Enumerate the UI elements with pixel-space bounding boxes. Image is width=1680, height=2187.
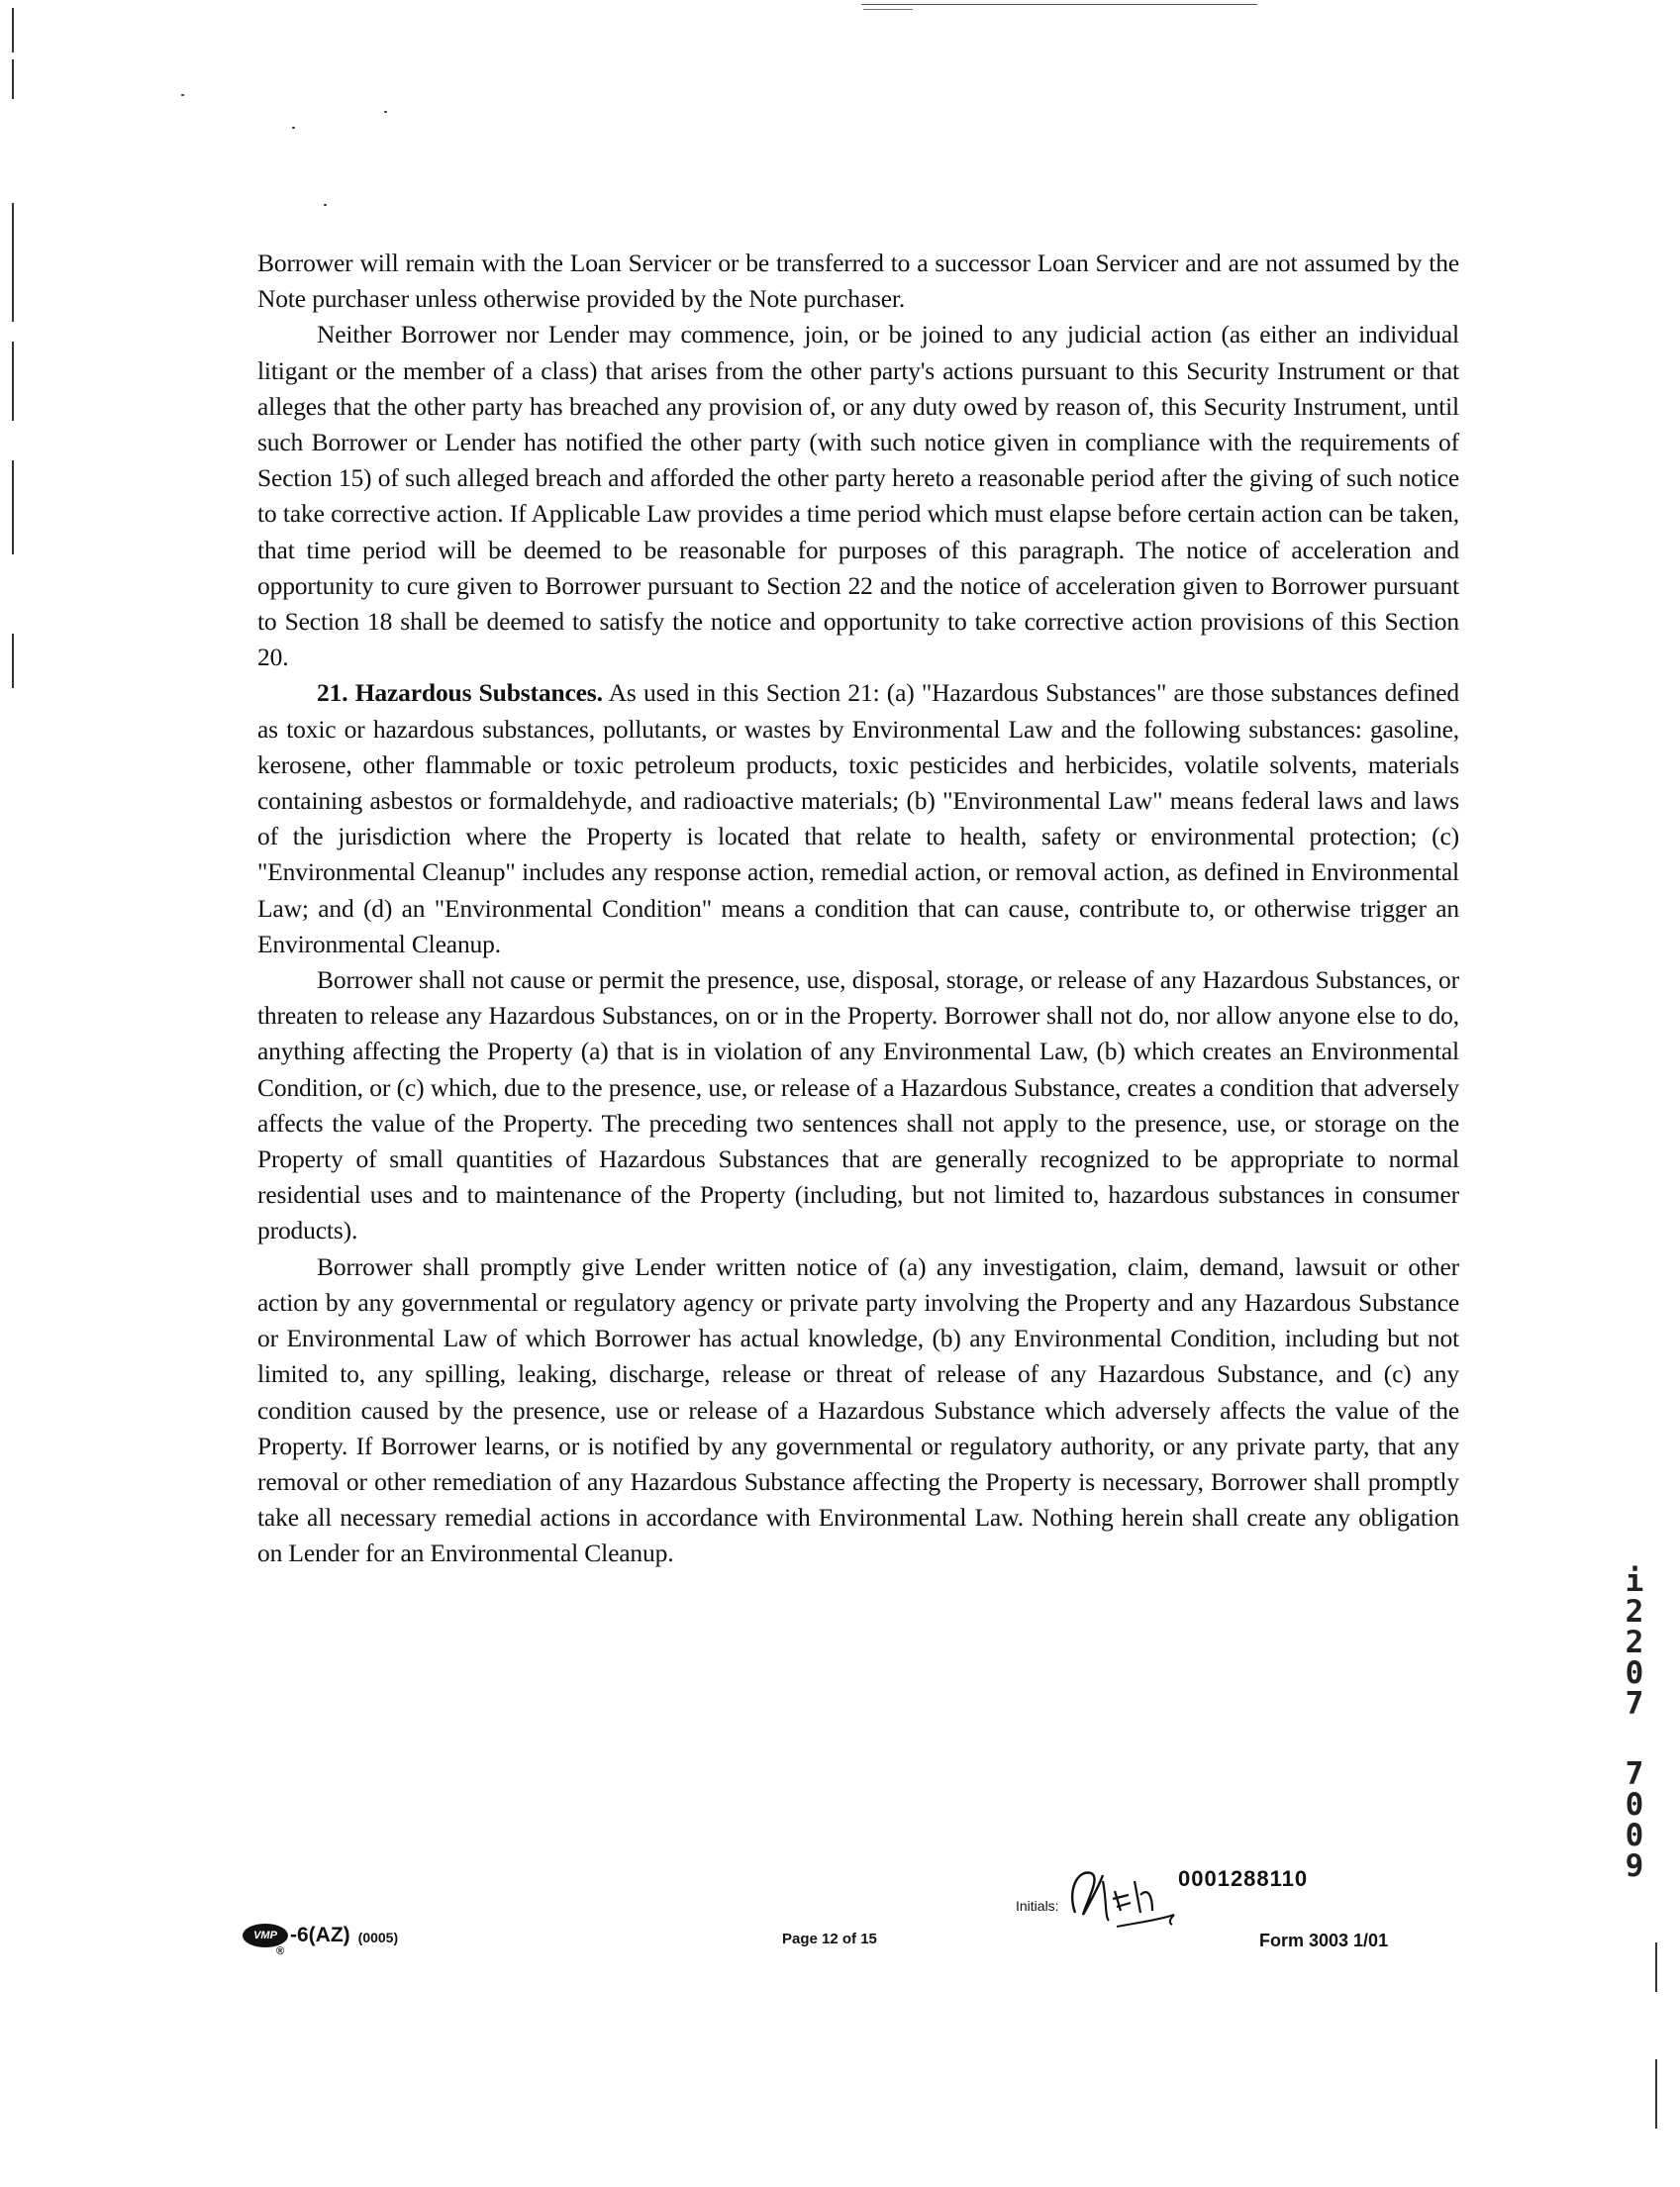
scan-edge-mark (12, 634, 14, 688)
stamp-char: 9 (1625, 1848, 1644, 1884)
scan-speck (292, 127, 295, 129)
recording-stamp (1620, 1563, 1649, 1884)
scan-speck (181, 94, 184, 96)
initials-signature-icon (1057, 1851, 1196, 1931)
logo-text: VMP (253, 1930, 277, 1941)
form-code-sub: (0005) (357, 1930, 399, 1945)
stamp-char: 0 (1625, 1787, 1644, 1823)
section-number: 21. (317, 678, 348, 708)
scan-edge-mark (12, 8, 14, 52)
section-21-text: As used in this Section 21: (a) "Hazardous Substances" are those substances defined as toxic or hazardous substances, pollutants, or wastes by Environmental Law and the following substances: gasoline, kerosene, other flammable or toxic petroleum products, toxic pesticides and herbicides, volatile solvents, materials containing asbestos or formaldehyde, and radioactive materials; (b) "Environmental Law" means federal laws and laws of the jurisdiction where the Property is located that relate to health, safety or environmental protection; (c) "Environmental Cleanup" includes any response action, remedial action, or removal action, as defined in Environmental Law; and (d) an "Environmental Condition" means a condition that can cause, contribute to, or otherwise trigger an Environmental Cleanup. (257, 678, 1459, 958)
scan-speck (384, 111, 387, 113)
scan-edge-mark (12, 59, 14, 99)
scan-top-rule (861, 4, 1257, 5)
stamp-char: 2 (1625, 1625, 1644, 1660)
paragraph-continued: Borrower will remain with the Loan Servicer or be transferred to a successor Loan Servicer and are not assumed by the Note purchaser unless otherwise provided by the Note purchaser. (257, 249, 1459, 314)
loan-number: 0001288110 (1178, 1866, 1309, 1891)
stamp-char: 7 (1625, 1686, 1644, 1722)
paragraph-borrower-shall-not: Borrower shall not cause or permit the presence, use, disposal, storage, or release of any Hazardous Substances, or threaten to release any Hazardous Substances, on or in the Property. Borrower shall not do, nor allow anyone else to do, anything affecting the Property (a) that is in violation of any Environmental Law, (b) which creates an Environmental Condition, or (c) which, due to the presence, use, or release of a Hazardous Substance, creates a condition that adversely affects the value of the Property. The preceding two sentences shall not apply to the presence, use, or storage on the Property of small quantities of Hazardous Substances that are generally recognized to be appropriate to normal residential uses and to maintenance of the Property (including, but not limited to, hazardous substances in consumer products). (257, 965, 1459, 1245)
stamp-gap (1620, 1720, 1649, 1759)
document-body (257, 246, 1459, 1572)
footer-form-logo (243, 1924, 399, 1957)
scan-edge-mark (12, 203, 14, 322)
scan-edge-mark (12, 460, 14, 554)
scan-speck (324, 204, 327, 206)
paragraph-judicial-action: Neither Borrower nor Lender may commence, join, or be joined to any judicial action (as either an individual litigant or the member of a class) that arises from the other party's actions pursuant to this Security Instrument or that alleges that the other party has breached any provision of, or any duty owed by reason of, this Security Instrument, until such Borrower or Lender has notified the other party (with such notice given in compliance with the requirements of Section 15) of such alleged breach and afforded the other party hereto a reasonable period after the giving of such notice to take corrective action. If Applicable Law provides a time period which must elapse before certain action can be taken, that time period will be deemed to be reasonable for purposes of this paragraph. The notice of acceleration and opportunity to cure given to Borrower pursuant to Section 22 and the notice of acceleration given to Borrower pursuant to Section 18 shall be deemed to satisfy the notice and opportunity to take corrective action provisions of this Section 20. (257, 320, 1459, 672)
form-code: -6(AZ) (290, 1924, 350, 1946)
form-number: Form 3003 1/01 (1259, 1931, 1389, 1950)
stamp-char: i (1625, 1563, 1644, 1599)
section-21-paragraph (257, 675, 1459, 962)
registered-mark: ® (276, 1945, 285, 1957)
paragraph-borrower-notice: Borrower shall promptly give Lender written notice of (a) any investigation, claim, demand, lawsuit or other action by any governmental or regulatory agency or private party involving the Property and any Hazardous Substance or Environmental Law of which Borrower has actual knowledge, (b) any Environmental Condition, including but not limited to, any spilling, leaking, discharge, release or threat of release of any Hazardous Substance, and (c) any condition caused by the presence, use or release of a Hazardous Substance which adversely affects the value of the Property. If Borrower learns, or is notified by any governmental or regulatory authority, or any private party, that any removal or other remediation of any Hazardous Substance affecting the Property is necessary, Borrower shall promptly take all necessary remedial actions in accordance with Environmental Law. Nothing herein shall create any obligation on Lender for an Environmental Cleanup. (257, 1251, 1459, 1568)
section-title: Hazardous Substances. (354, 678, 603, 708)
stamp-char: 2 (1625, 1594, 1644, 1630)
stamp-char: 0 (1625, 1655, 1644, 1691)
stamp-char: 7 (1625, 1756, 1644, 1792)
scan-top-rule (863, 9, 913, 10)
initials-label: Initials: (1016, 1898, 1059, 1914)
page-number: Page 12 of 15 (782, 1931, 877, 1947)
vmp-logo-icon (243, 1924, 288, 1957)
scan-edge-mark (1655, 1942, 1657, 1992)
scan-edge-mark (12, 342, 14, 421)
stamp-char: 0 (1625, 1818, 1644, 1853)
scan-edge-mark (1655, 2059, 1657, 2129)
